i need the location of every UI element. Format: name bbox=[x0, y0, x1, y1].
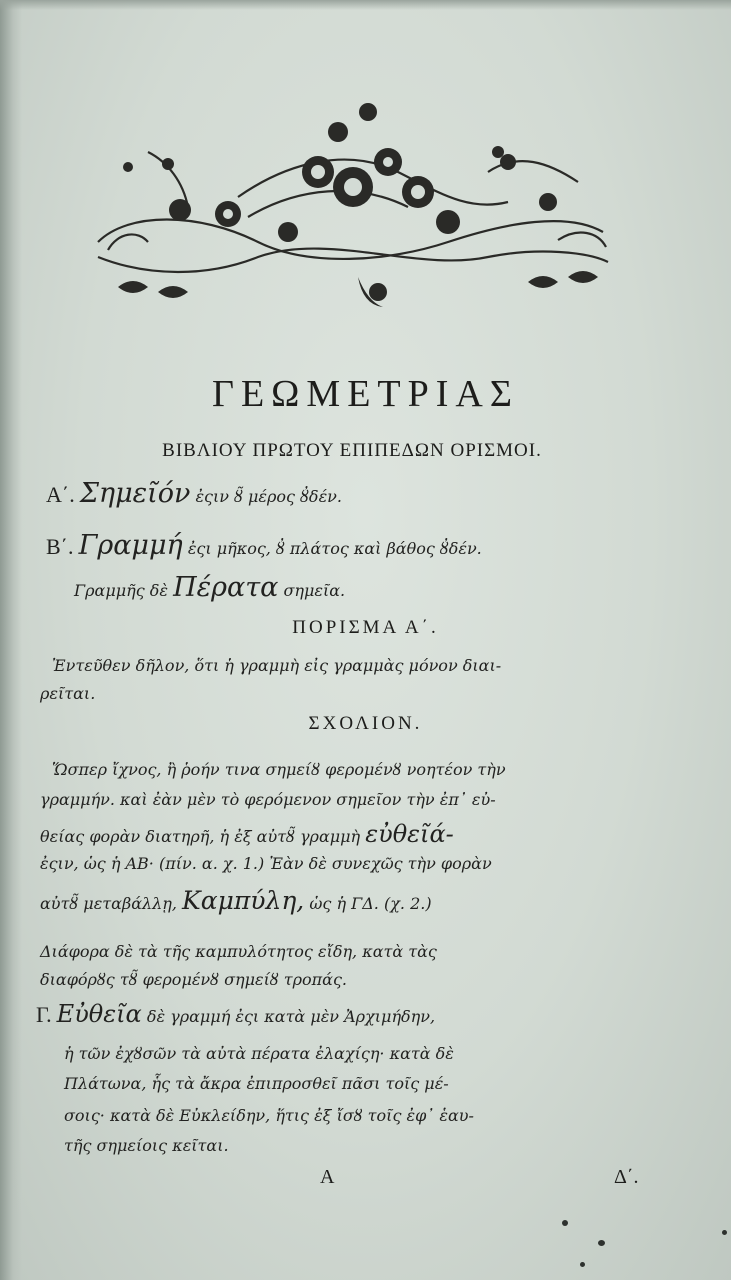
definition-b2-pre: Γραμμῆς δὲ bbox=[74, 581, 168, 600]
definition-a-term: Σημεῖόν bbox=[79, 478, 191, 509]
scholion-heading: ΣΧΟΛΙΟΝ. bbox=[308, 713, 423, 734]
definition-b bbox=[46, 530, 482, 561]
scholion-line-3 bbox=[40, 820, 454, 848]
scholion-line-3-text: θείας φορὰν διατηρῆ, ἡ ἐξ αὐτȣ̃ γραμμὴ bbox=[40, 827, 361, 846]
definition-g-line-3: Πλάτωνα, ἧς τὰ ἄκρα ἐπιπροσθεῖ πᾶσι τοῖς μέ- bbox=[64, 1074, 449, 1093]
wormhole-spot bbox=[580, 1262, 585, 1267]
floral-headpiece-ornament bbox=[88, 92, 616, 322]
page-top-shadow bbox=[0, 0, 731, 10]
catchword: Δ΄. bbox=[614, 1166, 639, 1188]
wormhole-spot bbox=[722, 1230, 727, 1235]
scholion-line-7: διαφόρȣς τȣ̃ φερομένȣ σημείȣ τροπάς. bbox=[40, 970, 348, 989]
scholion-line-1: Ὥσπερ ἴχνος, ἢ ῥοήν τινα σημείȣ φερομένȣ νοητέον τὴν bbox=[52, 760, 506, 779]
definition-g-line-4: σοις· κατὰ δὲ Εὐκλείδην, ἥτις ἐξ ἴσȣ τοῖς ἐφ᾽ ἑαυ- bbox=[64, 1106, 474, 1125]
scholion-term-kampyle: Καμπύλη, bbox=[182, 886, 305, 915]
definition-a-text: ἐςιν ȣ̃ μέρος ȣ̓δέν. bbox=[195, 487, 342, 506]
porisma-heading: ΠΟΡΙΣΜΑ Α΄. bbox=[292, 617, 439, 638]
definition-g-term: Εὐθεῖα bbox=[56, 1000, 142, 1028]
scholion-line-5-post: ὡς ἡ ΓΔ. (χ. 2.) bbox=[309, 894, 432, 913]
porisma-line-1: Ἐντεῦθεν δῆλον, ὅτι ἡ γραμμὴ εἰς γραμμὰς μόνον διαι- bbox=[52, 656, 502, 675]
scholion-line-5 bbox=[40, 886, 432, 915]
definition-b-continued bbox=[74, 572, 345, 603]
wormhole-spot bbox=[598, 1240, 605, 1246]
definition-g-number: Γ. bbox=[36, 1002, 52, 1027]
scholion-line-2: γραμμήν. καὶ ἐὰν μὲν τὸ φερόμενον σημεῖον τὴν ἐπ᾽ εὐ- bbox=[40, 790, 496, 809]
definition-b2-post: σημεῖα. bbox=[283, 581, 346, 600]
definition-b-number: Β΄. bbox=[46, 534, 74, 559]
definition-g bbox=[36, 1000, 435, 1028]
definition-g-line-2: ἡ τῶν ἐχȣσῶν τὰ αὐτὰ πέρατα ἐλαχίςη· κατὰ δὲ bbox=[64, 1044, 454, 1063]
book-title: ΓΕΩΜΕΤΡΙΑΣ bbox=[212, 373, 519, 415]
definition-a-number: Α΄. bbox=[46, 482, 75, 507]
definition-b-text: ἐςι μῆκος, ȣ̓ πλάτος καὶ βάθος ȣ̓δέν. bbox=[187, 539, 482, 558]
definition-b-term: Γραμμή bbox=[78, 530, 183, 561]
section-subtitle: ΒΙΒΛΙΟΥ ΠΡΩΤΟΥ ΕΠΙΠΕΔΩΝ ΟΡΙΣΜΟΙ. bbox=[162, 440, 542, 461]
scholion-line-5-pre: αὐτȣ̃ μεταβάλλῃ, bbox=[40, 894, 177, 913]
scholion-line-6: Διάφορα δὲ τὰ τῆς καμπυλότητος εἴδη, κατὰ τὰς bbox=[40, 942, 437, 961]
scholion-line-4: ἐςιν, ὡς ἡ ΑΒ· (πίν. α. χ. 1.) Ἐὰν δὲ συνεχῶς τὴν φορὰν bbox=[40, 854, 492, 873]
definition-a bbox=[46, 478, 342, 509]
definition-g-text: δὲ γραμμή ἐςι κατὰ μὲν Ἀρχιμήδην, bbox=[146, 1007, 436, 1026]
scholion-term-eutheia: εὐθεῖά- bbox=[365, 820, 454, 848]
wormhole-spot bbox=[562, 1220, 568, 1226]
definition-g-line-5: τῆς σημείοις κεῖται. bbox=[64, 1136, 229, 1155]
definition-b2-term: Πέρατα bbox=[173, 572, 279, 603]
signature-mark: Α bbox=[320, 1166, 335, 1188]
porisma-line-2: ρεῖται. bbox=[40, 684, 96, 703]
page-gutter-shadow bbox=[0, 0, 22, 1280]
